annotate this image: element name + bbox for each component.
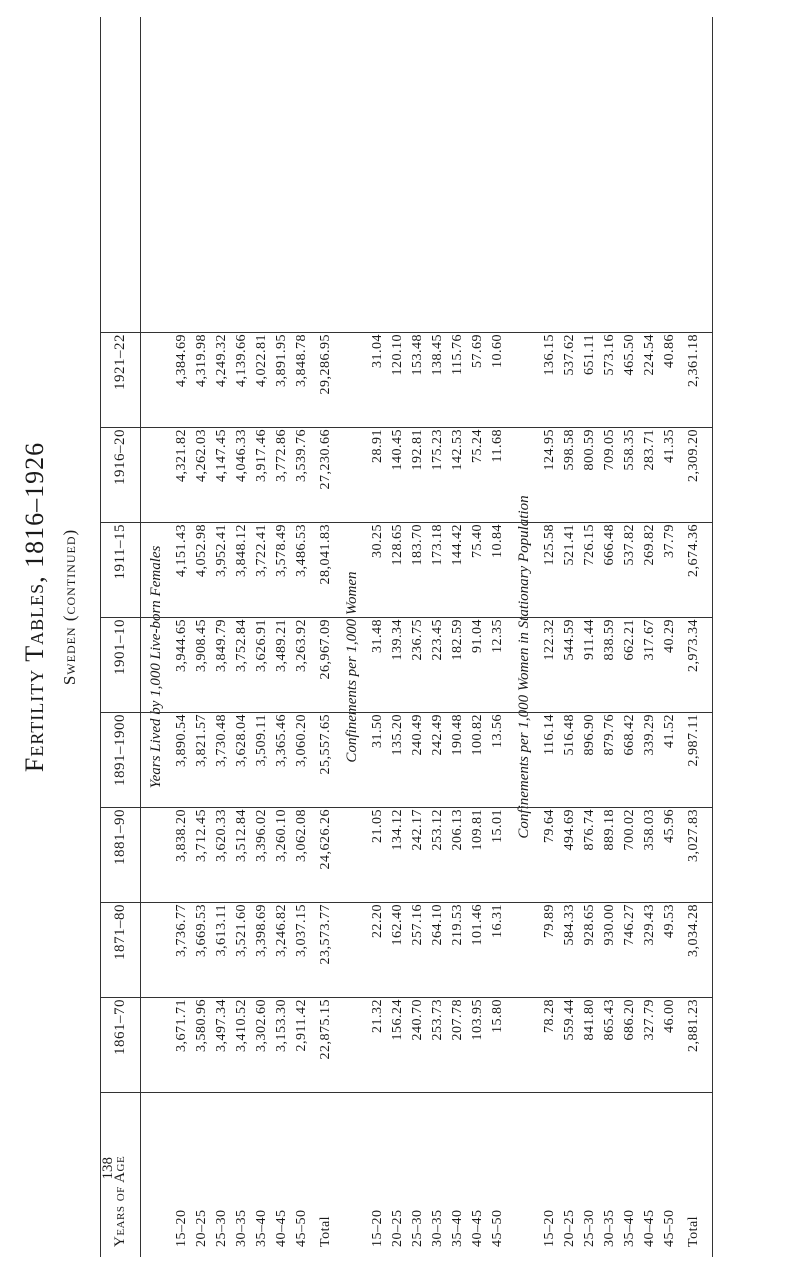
table-cell: 3,398.69 — [254, 904, 269, 957]
total-cell: 22,875.15 — [318, 999, 333, 1060]
table-cell: 746.27 — [622, 904, 637, 946]
table-cell: 21.05 — [370, 809, 385, 843]
table-cell: 3,620.33 — [214, 809, 229, 862]
period-header: 1871–80 — [112, 904, 128, 960]
table-cell: 240.70 — [410, 999, 425, 1041]
table-cell: 666.48 — [602, 524, 617, 566]
total-cell: 29,286.95 — [318, 334, 333, 395]
section-title: Confinements per 1,000 Women in Stationary Population — [516, 495, 532, 839]
table-cell: 124.95 — [542, 429, 557, 471]
table-cell: 800.59 — [582, 429, 597, 471]
age-label: 45–50 — [490, 1209, 505, 1247]
section-title: Years Lived by 1,000 Live-born Females — [148, 545, 164, 789]
column-rule — [100, 1092, 712, 1093]
table-cell: 3,263.92 — [294, 619, 309, 672]
period-header: 1881–90 — [112, 809, 128, 865]
table-bottom-rule — [712, 17, 713, 1257]
total-cell: 25,557.65 — [318, 714, 333, 775]
age-label: 40–45 — [274, 1209, 289, 1247]
table-cell: 153.48 — [410, 334, 425, 376]
table-cell: 4,052.98 — [194, 524, 209, 577]
table-cell: 136.15 — [542, 334, 557, 376]
period-header: 1916–20 — [112, 429, 128, 485]
table-cell: 537.62 — [562, 334, 577, 376]
table-cell: 30.25 — [370, 524, 385, 558]
table-cell: 3,260.10 — [274, 809, 289, 862]
table-cell: 10.84 — [490, 524, 505, 558]
total-cell: 23,573.77 — [318, 904, 333, 965]
table-cell: 3,891.95 — [274, 334, 289, 387]
age-label: 15–20 — [174, 1209, 189, 1247]
table-cell: 544.59 — [562, 619, 577, 661]
table-cell: 4,147.45 — [214, 429, 229, 482]
table-cell: 40.86 — [662, 334, 677, 368]
table-cell: 3,396.02 — [254, 809, 269, 862]
age-label: 35–40 — [450, 1209, 465, 1247]
age-label: 35–40 — [622, 1209, 637, 1247]
table-cell: 329.43 — [642, 904, 657, 946]
table-cell: 22.20 — [370, 904, 385, 938]
table-cell: 100.82 — [470, 714, 485, 756]
table-cell: 3,153.30 — [274, 999, 289, 1052]
table-cell: 3,302.60 — [254, 999, 269, 1052]
table-cell: 4,022.81 — [254, 334, 269, 387]
table-cell: 516.48 — [562, 714, 577, 756]
table-cell: 91.04 — [470, 619, 485, 653]
table-cell: 928.65 — [582, 904, 597, 946]
table-cell: 173.18 — [430, 524, 445, 566]
table-cell: 37.79 — [662, 524, 677, 558]
table-cell: 101.46 — [470, 904, 485, 946]
age-label: 30–35 — [234, 1209, 249, 1247]
table-cell: 3,580.96 — [194, 999, 209, 1052]
table-cell: 339.29 — [642, 714, 657, 756]
column-rule — [100, 617, 712, 618]
table-cell: 75.24 — [470, 429, 485, 463]
table-cell: 41.52 — [662, 714, 677, 748]
table-cell: 253.12 — [430, 809, 445, 851]
table-cell: 140.45 — [390, 429, 405, 471]
age-label: 30–35 — [602, 1209, 617, 1247]
table-cell: 28.91 — [370, 429, 385, 463]
column-rule — [100, 522, 712, 523]
table-cell: 31.48 — [370, 619, 385, 653]
table-cell: 75.40 — [470, 524, 485, 558]
table-cell: 3,512.84 — [234, 809, 249, 862]
table-cell: 240.49 — [410, 714, 425, 756]
table-cell: 494.69 — [562, 809, 577, 851]
table-cell: 465.50 — [622, 334, 637, 376]
table-cell: 3,848.12 — [234, 524, 249, 577]
total-cell: 28,041.83 — [318, 524, 333, 585]
table-cell: 11.68 — [490, 429, 505, 463]
age-label: 35–40 — [254, 1209, 269, 1247]
table-cell: 3,838.20 — [174, 809, 189, 862]
table-cell: 3,722.41 — [254, 524, 269, 577]
table-cell: 709.05 — [602, 429, 617, 471]
table-cell: 3,062.08 — [294, 809, 309, 862]
table-cell: 242.17 — [410, 809, 425, 851]
column-rule — [100, 902, 712, 903]
column-rule — [100, 712, 712, 713]
table-cell: 726.15 — [582, 524, 597, 566]
table-cell: 559.44 — [562, 999, 577, 1041]
table-cell: 125.58 — [542, 524, 557, 566]
table-cell: 3,671.71 — [174, 999, 189, 1052]
column-rule — [100, 427, 712, 428]
column-rule — [100, 997, 712, 998]
table-cell: 79.89 — [542, 904, 557, 938]
table-cell: 78.28 — [542, 999, 557, 1033]
table-cell: 3,246.82 — [274, 904, 289, 957]
table-cell: 3,952.41 — [214, 524, 229, 577]
age-label: 30–35 — [430, 1209, 445, 1247]
age-label: 45–50 — [662, 1209, 677, 1247]
table-cell: 142.53 — [450, 429, 465, 471]
table-cell: 521.41 — [562, 524, 577, 566]
total-cell: 27,230.66 — [318, 429, 333, 490]
table-cell: 21.32 — [370, 999, 385, 1033]
table-cell: 3,772.86 — [274, 429, 289, 482]
table-cell: 3,712.45 — [194, 809, 209, 862]
table-cell: 4,151.43 — [174, 524, 189, 577]
total-cell: 2,309.20 — [686, 429, 701, 482]
table-cell: 889.18 — [602, 809, 617, 851]
table-cell: 3,730.48 — [214, 714, 229, 767]
table-cell: 115.76 — [450, 334, 465, 375]
table-cell: 224.54 — [642, 334, 657, 376]
table-cell: 45.96 — [662, 809, 677, 843]
age-label: 45–50 — [294, 1209, 309, 1247]
period-header: 1921–22 — [112, 334, 128, 390]
table-cell: 3,365.46 — [274, 714, 289, 767]
table-cell: 3,410.52 — [234, 999, 249, 1052]
table-cell: 896.90 — [582, 714, 597, 756]
table-cell: 3,486.53 — [294, 524, 309, 577]
age-label: 40–45 — [470, 1209, 485, 1247]
column-rule — [100, 332, 712, 333]
table-cell: 662.21 — [622, 619, 637, 661]
table-cell: 16.31 — [490, 904, 505, 938]
table-cell: 3,849.79 — [214, 619, 229, 672]
table-cell: 79.64 — [542, 809, 557, 843]
table-cell: 190.48 — [450, 714, 465, 756]
table-cell: 838.59 — [602, 619, 617, 661]
table-cell: 15.80 — [490, 999, 505, 1033]
table-cell: 3,060.20 — [294, 714, 309, 767]
table-cell: 264.10 — [430, 904, 445, 946]
total-cell: 2,361.18 — [686, 334, 701, 387]
table-cell: 109.81 — [470, 809, 485, 851]
table-cell: 41.35 — [662, 429, 677, 463]
table-cell: 175.23 — [430, 429, 445, 471]
table-cell: 31.50 — [370, 714, 385, 748]
table-cell: 219.53 — [450, 904, 465, 946]
table-cell: 3,626.91 — [254, 619, 269, 672]
table-cell: 283.71 — [642, 429, 657, 471]
table-cell: 156.24 — [390, 999, 405, 1041]
table-cell: 253.73 — [430, 999, 445, 1041]
table-cell: 3,521.60 — [234, 904, 249, 957]
age-label: 25–30 — [410, 1209, 425, 1247]
column-rule — [100, 807, 712, 808]
table-cell: 257.16 — [410, 904, 425, 946]
table-cell: 162.40 — [390, 904, 405, 946]
age-label: 40–45 — [642, 1209, 657, 1247]
period-header: 1861–70 — [112, 999, 128, 1055]
table-cell: 3,669.53 — [194, 904, 209, 957]
table-cell: 4,139.66 — [234, 334, 249, 387]
table-cell: 135.20 — [390, 714, 405, 756]
total-cell: 2,674.36 — [686, 524, 701, 577]
table-cell: 4,321.82 — [174, 429, 189, 482]
total-cell: 2,881.23 — [686, 999, 701, 1052]
total-cell: 24,626.26 — [318, 809, 333, 870]
table-cell: 192.81 — [410, 429, 425, 471]
total-cell: 3,034.28 — [686, 904, 701, 957]
table-cell: 3,736.77 — [174, 904, 189, 957]
table-cell: 120.10 — [390, 334, 405, 376]
table-cell: 3,509.11 — [254, 714, 269, 767]
period-header: 1891–1900 — [112, 714, 128, 786]
table-cell: 3,037.15 — [294, 904, 309, 957]
table-cell: 3,497.34 — [214, 999, 229, 1052]
table-cell: 46.00 — [662, 999, 677, 1033]
table-cell: 2,911.42 — [294, 999, 309, 1052]
table-cell: 144.42 — [450, 524, 465, 566]
table-cell: 4,384.69 — [174, 334, 189, 387]
table-cell: 122.32 — [542, 619, 557, 661]
table-cell: 584.33 — [562, 904, 577, 946]
age-label: 20–25 — [390, 1209, 405, 1247]
age-label: 15–20 — [370, 1209, 385, 1247]
table-cell: 3,752.84 — [234, 619, 249, 672]
table-cell: 15.01 — [490, 809, 505, 843]
table-cell: 31.04 — [370, 334, 385, 368]
table-cell: 598.58 — [562, 429, 577, 471]
table-cell: 139.34 — [390, 619, 405, 661]
table-cell: 3,539.76 — [294, 429, 309, 482]
table-cell: 223.45 — [430, 619, 445, 661]
table-cell: 865.43 — [602, 999, 617, 1041]
table-cell: 4,319.98 — [194, 334, 209, 387]
table-cell: 269.82 — [642, 524, 657, 566]
table-cell: 558.35 — [622, 429, 637, 471]
subhead-text: Sweden (continued) — [60, 528, 79, 686]
age-column-header: Years of Age — [112, 1155, 128, 1247]
age-label: 15–20 — [542, 1209, 557, 1247]
table-cell: 236.75 — [410, 619, 425, 661]
table-cell: 10.60 — [490, 334, 505, 368]
table-cell: 686.20 — [622, 999, 637, 1041]
table-cell: 911.44 — [582, 619, 597, 660]
table-cell: 4,046.33 — [234, 429, 249, 482]
table-cell: 317.67 — [642, 619, 657, 661]
table-cell: 183.70 — [410, 524, 425, 566]
table-cell: 358.03 — [642, 809, 657, 851]
total-label: Total — [318, 1215, 333, 1247]
table-cell: 4,262.03 — [194, 429, 209, 482]
table-cell: 206.13 — [450, 809, 465, 851]
section-title: Confinements per 1,000 Women — [344, 571, 360, 763]
table-cell: 128.65 — [390, 524, 405, 566]
table-cell: 182.59 — [450, 619, 465, 661]
table-cell: 12.35 — [490, 619, 505, 653]
table-cell: 3,578.49 — [274, 524, 289, 577]
total-cell: 26,967.09 — [318, 619, 333, 680]
table-cell: 207.78 — [450, 999, 465, 1041]
table-cell: 3,917.46 — [254, 429, 269, 482]
table-cell: 40.29 — [662, 619, 677, 653]
table-cell: 573.16 — [602, 334, 617, 376]
table-cell: 4,249.32 — [214, 334, 229, 387]
table-cell: 57.69 — [470, 334, 485, 368]
table-cell: 3,489.21 — [274, 619, 289, 672]
table-cell: 841.80 — [582, 999, 597, 1041]
table-cell: 3,628.04 — [234, 714, 249, 767]
table-cell: 116.14 — [542, 714, 557, 755]
total-cell: 2,987.11 — [686, 714, 701, 767]
table-cell: 3,848.78 — [294, 334, 309, 387]
table-cell: 49.53 — [662, 904, 677, 938]
table-cell: 879.76 — [602, 714, 617, 756]
table-cell: 138.45 — [430, 334, 445, 376]
table-cell: 3,908.45 — [194, 619, 209, 672]
table-cell: 242.49 — [430, 714, 445, 756]
table-cell: 537.82 — [622, 524, 637, 566]
age-label: 25–30 — [582, 1209, 597, 1247]
table-cell: 3,944.65 — [174, 619, 189, 672]
table-subhead — [60, 307, 80, 907]
table-cell: 3,821.57 — [194, 714, 209, 767]
table-cell: 668.42 — [622, 714, 637, 756]
table-cell: 327.79 — [642, 999, 657, 1041]
age-label: 25–30 — [214, 1209, 229, 1247]
table-top-rule — [100, 17, 101, 1257]
total-label: Total — [686, 1215, 701, 1247]
table-cell: 3,890.54 — [174, 714, 189, 767]
total-cell: 3,027.83 — [686, 809, 701, 862]
period-header: 1911–15 — [112, 524, 128, 580]
header-rule — [140, 17, 141, 1257]
total-cell: 2,973.34 — [686, 619, 701, 672]
age-label: 20–25 — [562, 1209, 577, 1247]
page-number: 138 — [100, 1157, 116, 1180]
table-cell: 930.00 — [602, 904, 617, 946]
period-header: 1901–10 — [112, 619, 128, 675]
running-head: Fertility Tables, 1816–1926 — [20, 441, 49, 773]
age-label: 20–25 — [194, 1209, 209, 1247]
table-cell: 700.02 — [622, 809, 637, 851]
table-cell: 876.74 — [582, 809, 597, 851]
table-cell: 651.11 — [582, 334, 597, 375]
table-cell: 103.95 — [470, 999, 485, 1041]
table-cell: 13.56 — [490, 714, 505, 748]
table-cell: 134.12 — [390, 809, 405, 851]
table-cell: 3,613.11 — [214, 904, 229, 957]
